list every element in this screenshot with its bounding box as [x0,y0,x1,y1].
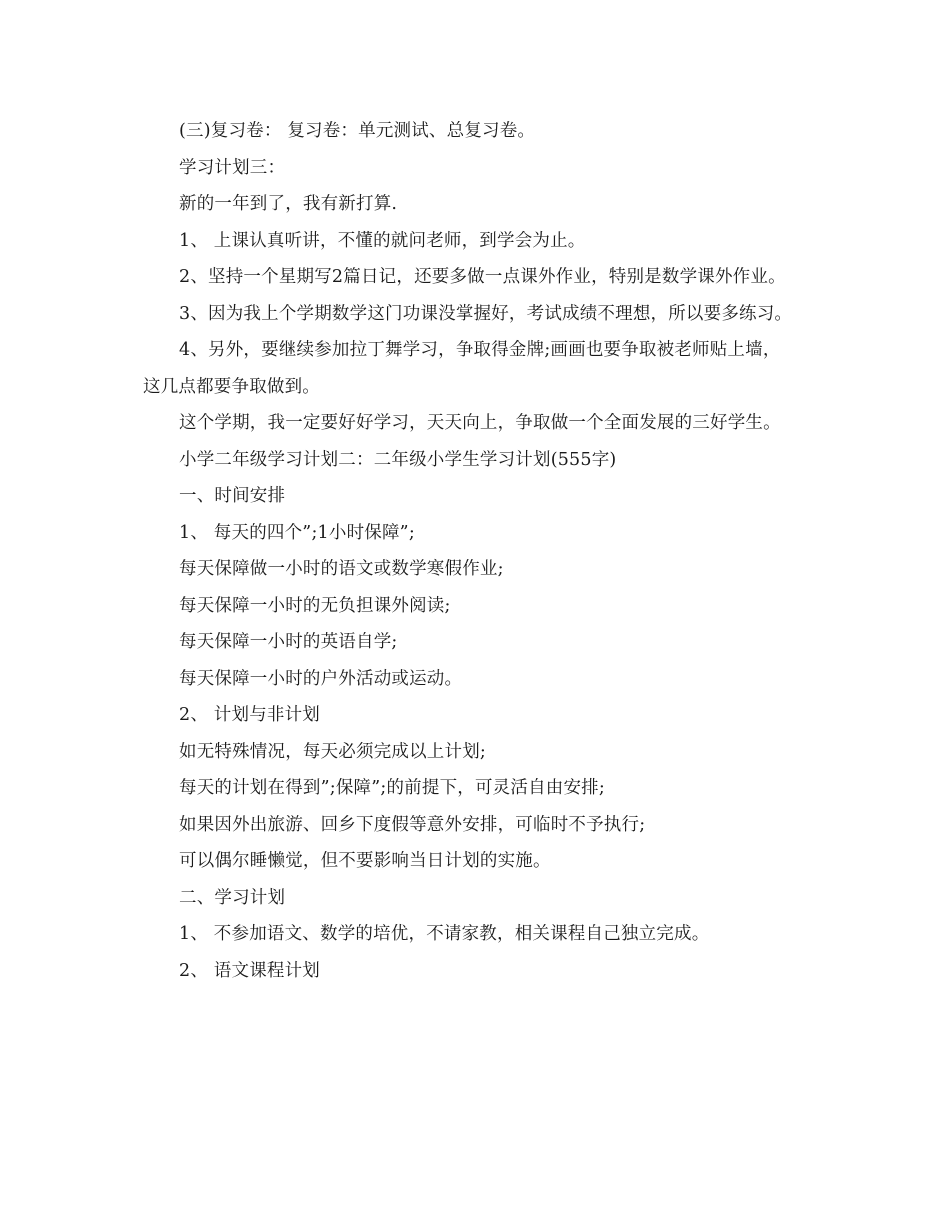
heading-study-plan-three: 学习计划三： [179,157,286,178]
list-line-flexible: 每天的计划在得到”;保障”;的前提下，可灵活自由安排; [179,778,605,798]
list-line-homework: 每天保障做一小时的语文或数学寒假作业; [179,559,504,579]
paragraph-new-year: 新的一年到了，我有新打算. [179,194,398,214]
list-line-travel: 如果因外出旅游、回乡下度假等意外安排，可临时不予执行; [179,814,646,835]
list-item-1: 1、 上课认真听讲，不懂的就问老师，到学会为止。 [179,230,586,251]
list-line-no-special: 如无特殊情况，每天必须完成以上计划; [179,741,486,762]
paragraph-semester-goal: 这个学期，我一定要好好学习，天天向上，争取做一个全面发展的三好学生。 [179,413,781,433]
heading-plan-two: 小学二年级学习计划二：二年级小学生学习计划(555字) [179,449,617,470]
list-item-2: 2、坚持一个星期写2篇日记，还要多做一点课外作业，特别是数学课外作业。 [179,267,786,287]
list-item-plan-nonplan: 2、 计划与非计划 [179,705,320,725]
list-line-english: 每天保障一小时的英语自学; [179,632,398,652]
list-item-daily-four: 1、 每天的四个”;1小时保障”; [179,522,415,543]
list-item-no-tutoring: 1、 不参加语文、数学的培优，不请家教，相关课程自己独立完成。 [179,924,710,944]
list-line-reading: 每天保障一小时的无负担课外阅读; [179,595,451,616]
list-item-chinese-course: 2、 语文课程计划 [179,960,320,981]
paragraph-review-papers: (三)复习卷： 复习卷：单元测试、总复习卷。 [179,121,536,141]
list-line-outdoor: 每天保障一小时的户外活动或运动。 [179,668,463,689]
section-heading-time-schedule: 一、时间安排 [179,486,286,506]
section-heading-study-plan: 二、学习计划 [179,887,286,908]
document-body [143,113,793,989]
list-item-4: 4、另外，要继续参加拉丁舞学习，争取得金牌;画画也要争取被老师贴上墙，这几点都要争取做到。 [143,340,781,397]
list-line-sleep-in: 可以偶尔睡懒觉，但不要影响当日计划的实施。 [179,851,551,871]
list-item-3: 3、因为我上个学期数学这门功课没掌握好，考试成绩不理想，所以要多练习。 [179,303,793,324]
